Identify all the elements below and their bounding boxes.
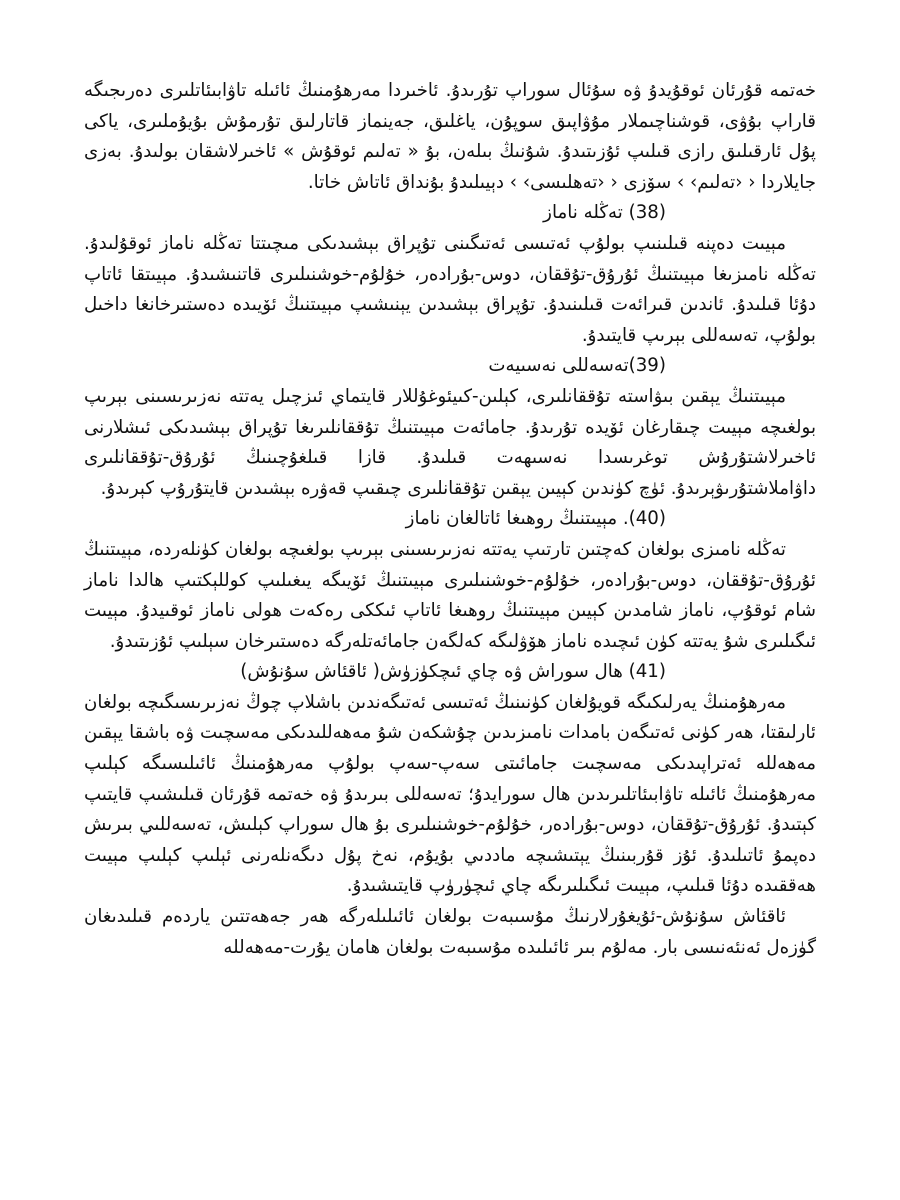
section-heading-39: (39)تەسەللى نەسىيەت	[488, 355, 666, 377]
paragraph-40: تەڭلە نامىزى بولغان كەچتىن تارتىپ يەتتە نەزىرىسىنى بېرىپ بولغىچە بولغان كۈنلەردە، مېيىتنىڭ ئۇرۇق-تۇققان، دوس-بۇرادەر، خۇلۇم-خوشنىلىرى مېيىتنىڭ ئۆيىگە يىغىلىپ كوللېكتىپ ھالدا ناماز شام ئوقۇپ، ناماز شامدىن كېيىن مېيىتنىڭ روھىغا ئاتاپ ئىككى رەكەت ھولى ناماز ئوقىيدۇ. مېيىت ئىگىلىرى شۇ يەتتە كۈن ئىچىدە ناماز ھۆۋلىگە كەلگەن جامائەتلەرگە دەستىرخان سېلىپ ئۇزىتىدۇ.	[84, 538, 816, 652]
section-heading-41: (41) ھال سوراش ۋە چاي ئىچكۈزۈش( ئاقئاش سۇنۇش)	[240, 661, 666, 683]
paragraph-41: مەرھۇمنىڭ يەرلىكىگە قويۇلغان كۈنىنىڭ ئەتىسى ئەتىگەندىن باشلاپ چوڭ نەزىرىسىگىچە بولغان ئارلىقتا، ھەر كۈنى ئەتىگەن بامدات نامىزىدىن چۇشكەن شۇ مەھەللىدىكى مەسچىت ۋە باشقا يېقىن مەھەللە ئەتراپىدىكى مەسچىت جامائىتى سەپ-سەپ بولۇپ مەرھۇمنىڭ ئائىلىسىگە كېلىپ مەرھۇمنىڭ ئائىلە تاۋابىئاتلىرىدىن ھال سورايدۇ؛ تەسەللى بىرىدۇ ۋە خەتمە قۇرئان قىلىشىپ قايتىپ كېتىدۇ. ئۇرۇق-تۇققان، دوس-بۇرادەر، خۇلۇم-خوشنىلىرى بۇ ھال سوراپ كېلىش، تەسەللىي بىرىش دەپمۇ ئاتىلىدۇ. ئۇز قۇربىنىڭ يېتىشىچە ماددىي بۇيۇم، نەخ پۇل دىگەنلەرنى ئېلىپ كېلىپ مېيىت ھەققىدە دۇئا قىلىپ، مېيىت ئىگىلىرىگە چاي ئىچۈرۈپ قايتىشىدۇ.	[84, 691, 816, 897]
paragraph-aqash: ئاقئاش سۇنۇش-ئۇيغۇرلارنىڭ مۇسىبەت بولغان ئائىلىلەرگە ھەر جەھەتتىن ياردەم قىلىدىغان گۈزەل ئەنئەنىسى بار. مەلۇم بىر ئائىلىدە مۇسىبەت بولغان ھامان يۇرت-مەھەللە	[84, 906, 816, 958]
section-heading-40: (40). مېيىتنىڭ روھىغا ئاتالغان ناماز	[405, 508, 666, 530]
section-heading-38: (38) تەڭلە ناماز	[543, 202, 666, 224]
paragraph-38: مېيىت دەپنە قىلىنىپ بولۇپ ئەتىسى ئەتىگىنى تۇپراق بېشىدىكى مىچىتتا تەڭلە ناماز ئوقۇلىدۇ. تەڭلە نامىزىغا مېيىتنىڭ ئۇرۇق-تۇققان، دوس-بۇرادەر، خۇلۇم-خوشنىلىرى قاتنىشىدۇ. مېيىتقا ئاتاپ دۇئا قىلىدۇ. ئاندىن قىرائەت قىلىنىدۇ. تۇپراق بېشىدىن يېنىشىپ مېيىتنىڭ ئۆيىدە دەستىرخانغا داخىل بولۇپ، تەسەللى بېرىپ قايتىدۇ.	[84, 232, 816, 346]
paragraph-39: مېيىتنىڭ يېقىن بىۋاستە تۇققانلىرى، كېلىن-كىيئوغۇللار قايتماي ئىزچىل يەتتە نەزىرىسىنى بېرىپ بولغىچە مېيىت چىقارغان ئۆيدە تۇرىدۇ. جامائەت مېيىتنىڭ تۇققانلىرىغا تۇپراق بېشىدىكى ئىشلارنى ئاخىرلاشتۇرۇش توغرىسدا نەسىھەت قىلىدۇ. قازا قىلغۇچىنىڭ ئۇرۇق-تۇققانلىرى داۋاملاشتۇرىۋېرىدۇ. ئۈچ كۈندىن كېيىن يېقىن تۇققانلىرى چىقىپ قەۋرە بېشىدىن قايتۇرۇپ كېرىدۇ.	[84, 385, 816, 499]
paragraph-intro: خەتمە قۇرئان ئوقۇيدۇ ۋە سۇئال سوراپ تۇرىدۇ. ئاخىردا مەرھۇمنىڭ ئائىلە تاۋابىئاتلىرى دەرىجىگە قاراپ بۇۋى، قوشناچىملار مۇۋاپىق سوپۇن، ياغلىق، جەينماز قاتارلىق تۇرمۇش بۇيۇملىرى، ياكى پۇل ئارقىلىق رازى قىلىپ ئۇزىتىدۇ. شۇنىڭ بىلەن، بۇ « تەلىم ئوقۇش » ئاخىرلاشقان بولىدۇ. بەزى جايلاردا ‹ ‹تەلىم› › سۆزى ‹ ‹تەھلىسى› › دېيىلىدۇ بۇنداق ئاتاش خاتا.	[84, 80, 816, 193]
